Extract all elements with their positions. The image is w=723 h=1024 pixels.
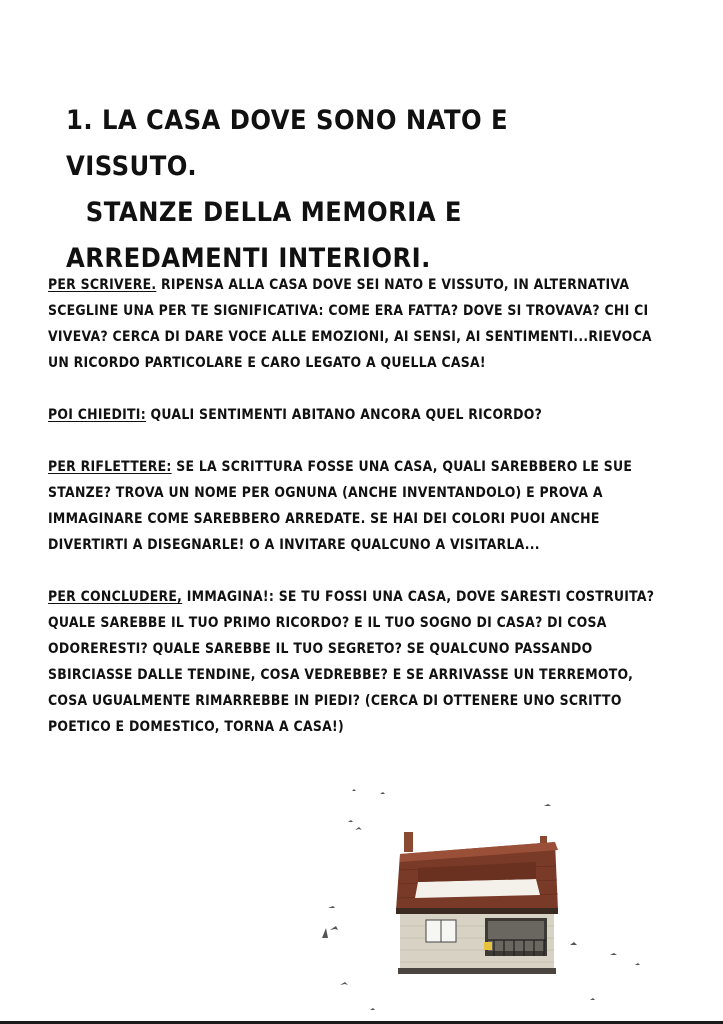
paragraph-per-riflettere xyxy=(48,454,676,558)
paragraph-per-concludere xyxy=(48,584,676,740)
lead-per-riflettere: PER RIFLETTERE: xyxy=(48,459,172,475)
text-per-concludere: IMMAGINA!: SE TU FOSSI UNA CASA, DOVE SARESTI COSTRUITA? QUALE SAREBBE IL TUO PRIMO RICORDO? E IL TUO SOGNO DI CASA? DI COSA ODORERESTI? QUALE SAREBBE IL TUO SEGRETO? SE QUALCUNO PASSANDO SBIRCIASSE DALLE TENDINE, COSA VEDREBBE? E SE ARRIVASSE UN TERREMOTO, COSA UGUALMENTE RIMARREBBE IN PIEDI? (CERCA DI OTTENERE UNO SCRITTO POETICO E DOMESTICO, TORNA A CASA!) xyxy=(48,589,655,735)
text-per-riflettere: SE LA SCRITTURA FOSSE UNA CASA, QUALI SAREBBERO LE SUE STANZE? TROVA UN NOME PER OGNUNA (ANCHE INVENTANDOLO) E PROVA A IMMAGINARE COME SAREBBERO ARREDATE. SE HAI DEI COLORI PUOI ANCHE DIVERTIRTI A DISEGNARLE! O A INVITARE QUALCUNO A VISITARLA... xyxy=(48,459,633,553)
text-poi-chiediti: QUALI SENTIMENTI ABITANO ANCORA QUEL RICORDO? xyxy=(145,407,543,423)
paragraph-poi-chiediti xyxy=(48,402,676,428)
text-per-scrivere: RIPENSA ALLA CASA DOVE SEI NATO E VISSUTO, IN ALTERNATIVA SCEGLINE UNA PER TE SIGNIFICATIVA: COME ERA FATTA? DOVE SI TROVAVA? CHI CI VIVEVA? CERCA DI DARE VOCE ALLE EMOZIONI, AI SENSI, AI SENTIMENTI...RIEVOCA UN RICORDO PARTICOLARE E CARO LEGATO A QUELLA CASA! xyxy=(48,277,652,371)
title-line-1: 1. LA CASA DOVE SONO NATO E VISSUTO. xyxy=(66,105,509,182)
flying-house-illustration xyxy=(300,780,700,1024)
title-line-2: STANZE DELLA MEMORIA E xyxy=(85,197,462,228)
lead-per-scrivere: PER SCRIVERE. xyxy=(48,277,157,293)
chapter-title xyxy=(66,98,624,282)
lead-poi-chiediti: POI CHIEDITI: xyxy=(48,407,146,423)
body-text xyxy=(48,272,676,766)
title-line-3: ARREDAMENTI INTERIORI. xyxy=(66,243,431,274)
lead-per-concludere: PER CONCLUDERE, xyxy=(48,589,183,605)
paragraph-per-scrivere xyxy=(48,272,676,376)
